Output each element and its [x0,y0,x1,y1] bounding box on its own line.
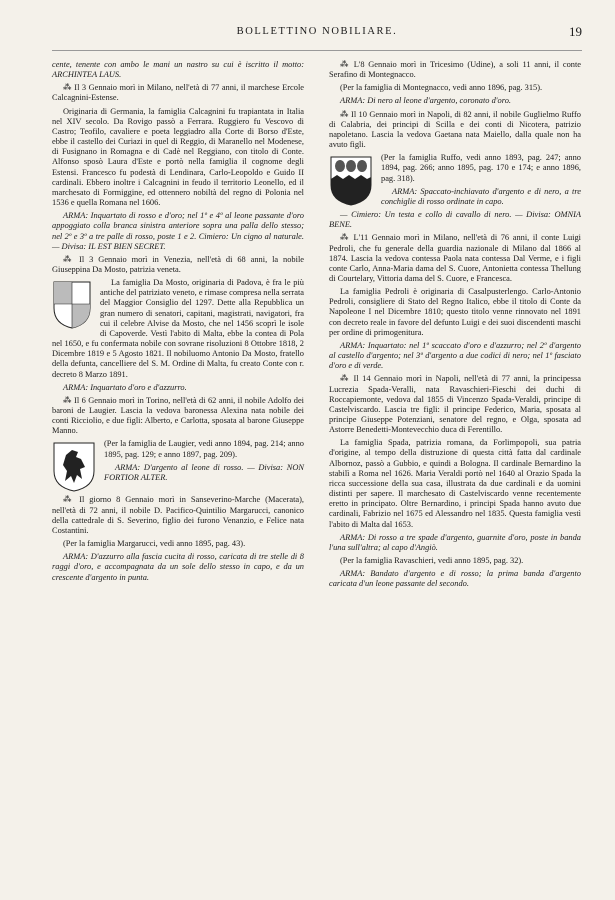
ruffo-crest-motto: — Cimiero: Un testa e collo di cavallo di nero. — Divisa: OMNIA BENE. [329,210,581,230]
ruffo-shells-shield-icon [329,155,373,207]
montegnacco-notice: ⁂ L'8 Gennaio morì in Tricesimo (Udine), a soli 11 anni, il conte Serafino di Montegnacco. [329,60,581,80]
intro-text: cente, tenente con ambo le mani un nastro su cui è iscritto il motto: ARCHINTEA LAUS. [52,60,304,80]
running-title: BOLLETTINO NOBILIARE. [236,26,398,37]
montegnacco-arms: ARMA: Di nero al leone d'argento, coronato d'oro. [340,96,511,106]
entry-calcagnini [52,83,304,252]
damosto-arms: ARMA: Inquartato d'oro e d'azzurro. [63,382,187,392]
entry-damosto [52,255,304,396]
laugier-notice: ⁂ Il 6 Gennaio morì in Torino, nell'età di 62 anni, il nobile Adolfo dei baroni de Laugier. Lascia la vedova baronessa Alexina nata nobile dei conti Ricciolio, e due figli: Alberto, e Carlotta, sposata al barone Giuseppe Manno. [52,395,304,436]
spada-arms: ARMA: Di rosso a tre spade d'argento, guarnite d'oro, poste in banda l'una sull'altra; al capo d'Angiò. [329,532,581,552]
ravaschieri-reference: (Per la famiglia Ravaschieri, vedi anno 1895, pag. 32). [340,556,524,566]
ruffo-notice: ⁂ Il 10 Gennaio morì in Napoli, di 82 anni, il nobile Guglielmo Ruffo di Calabria, dei principi di Scilla e dei conti di Nicotera, patrizio napoletano. Lascia la vedova Gaetana nata Maiello, dalla quale non ha avuto figli. [329,109,581,150]
calcagnini-notice: ⁂ Il 3 Gennaio morì in Milano, nell'età di 77 anni, il marchese Ercole Calcagnini-Estense. [52,83,304,103]
pedroli-history: La famiglia Pedroli è originaria di Casalpusterlengo. Carlo-Antonio Pedroli, consigliere di Stato del Regno Italico, ebbe il titolo di Conte da Napoleone I nel Dicembre 1810; questo titolo venne rinnovato nel 1891 con decreto reale in favore del defunto Luigi e dei suoi discendenti maschi per ordine di primogenitura. [329,287,581,337]
margarucci-arms: ARMA: D'azzurro alla fascia cucita di rosso, caricata di tre stelle di 8 raggi d'oro, e accompagnata da un sole dello stesso in capo, e da un crescente d'argento in punta. [52,552,304,582]
laugier-lion-shield-icon [52,441,96,493]
ruffo-reference: (Per la famiglia Ruffo, vedi anno 1893, pag. 247; anno 1894, pag. 266; anno 1895, pag. 170 e 174; e anno 1896, pag. 318). [381,153,581,183]
entry-ruffo [329,110,581,234]
calcagnini-history: Originaria di Germania, la famiglia Calcagnini fu trapiantata in Italia nel XIV secolo. Da Rovigo passò a Ferrara. Ruggiero fu Vescovo di Castro; Teofilo, cavaliere e poeta leggiadro alla Corte di Borso d'Este, ebbe il castello dei Curiazi in quel di Reggio, di Maranello nel Modenese, di Fusignano in Romagna e di Cadè nel Reggiano, con titolo di Conte. Alfonso sposò Laura d'Este e portò nella famiglia il cognome degli Estensi. Francesco fu podestà di Lendinara, Carlo-Leopoldo e Guido II cardinali. Ebbero inoltre i Calcagnini in feudo il territorio Leonello, ed il marchesato di Formiggine, ed ottennero nobiltà del regno di Polonia nel 1536 e quella Romana nel 1606. [52,106,304,208]
pedroli-arms: ARMA: Inquartato: nel 1º scaccato d'oro e d'azzurro; nel 2º d'argento al castello d'argento; nel 3º d'argento a due codici di nero; nel 1º fasciato d'oro e di verde. [329,340,581,371]
damosto-coat-of-arms-icon [52,280,92,330]
entry-montegnacco [329,60,581,107]
entry-pedroli [329,233,581,371]
pedroli-notice: ⁂ L'11 Gennaio morì in Milano, nell'età di 76 anni, il conte Luigi Pedroli, che fu generale della guardia nazionale di Milano dal 1866 al 1874. Lascia la vedova contessa Paola nata contessa Dal Verme, e i figli conte Carlo, Anna-Maria dama del S. Cuore, Antonietta contessa Thellung di Courtelary, Vittoria dama del S. Cuore, e Francesca. [329,233,581,283]
spada-history: La famiglia Spada, patrizia romana, da Forlimpopoli, sua patria d'origine, al tempo della distruzione di questa città fatta dal cardinale Albornoz, passò a Gubbio, e quindi a Bologna. Il cardinale Bernardino la stabilì a Roma nel 1626. Maria Veraldi portò nel 1640 al Orazio Spada la ricca successione della sua casa, illustrata da due cardinali e da uomini distinti per sapere. Il marchesato di Castelviscardo venne recentemente eretto in principato. Oltre Bernardino, i principi Spada hanno avuto due cardinali, Fabrizio nel 1675 ed Alessandro nel 1835. Questa famiglia vestì l'abito di Malta dal 1653. [329,438,581,529]
damosto-history: La famiglia Da Mosto, originaria di Padova, è fra le più antiche del patriziato veneto, e rimase compresa nella serrata del Maggior Consiglio del 1297. Dette alla Repubblica un gran numero di senatori, capitani, magistrati, navigatori, fra cui il celebre Alvise da Mosto, che nel 1456 scoprì le isole di Capoverde. Vestì l'abito di Malta, ebbe la contea di Pola nel 1650, e fu confermata nobile con sovrane risoluzioni 8 Ottobre 1818, 2 Dicembre 1819 e 5 Agosto 1821. Il nobiluomo Antonio Da Mosto, fratello della defunta, cancelliere del S. M. Ordine di Malta, fu creato Conte con r. decreto 8 Marzo 1891. [52,278,304,379]
margarucci-reference: (Per la famiglia Margarucci, vedi anno 1895, pag. 43). [63,539,246,549]
entry-spada [329,374,581,589]
entry-margarucci [52,495,304,582]
damosto-notice: ⁂ Il 3 Gennaio morì in Venezia, nell'età di 68 anni, la nobile Giuseppina Da Mosto, patrizia veneta. [52,254,304,274]
spada-notice: ⁂ Il 14 Gennaio morì in Napoli, nell'età di 77 anni, la principessa Lucrezia Spada-Veralli, nata Ravaschieri-Fieschi dei duchi di Roccapiemonte, vedova dal 1855 di Vincenzo Spada-Veraldi, principe di Castelviscardo. Lascia tre figli: il principe Federico, Maria, sposata al principe Giuseppe Potenziani, senatore del regno, e Olga, sposata ad Astorre Benedetti-Montevecchio duca di Ferentillo. [329,374,581,435]
margarucci-notice: ⁂ Il giorno 8 Gennaio morì in Sanseverino-Marche (Macerata), nell'età di 72 anni, il nobile D. Pacifico-Quintilio Margarucci, canonico della cattedrale di S. Severino, figlio dei furono Venanzio, e Felice nata Costantini. [52,495,304,535]
entry-laugier [52,396,304,496]
ruffo-arms: ARMA: Spaccato-inchiavato d'argento e di nero, a tre conchiglie di rosso ordinate in capo. [381,186,581,206]
laugier-reference: (Per la famiglia de Laugier, vedi anno 1894, pag. 214; anno 1895, pag. 129; e anno 1897, pag. 209). [104,439,304,459]
ravaschieri-arms: ARMA: Bandato d'argento e di rosso; la prima banda d'argento caricata d'un leone passante del secondo. [329,569,581,589]
right-column [329,60,581,593]
montegnacco-reference: (Per la famiglia di Montegnacco, vedi anno 1896, pag. 315). [340,83,543,93]
left-column [52,60,304,586]
header-rule [52,50,582,51]
laugier-arms: ARMA: D'argento al leone di rosso. — Divisa: NON FORTIOR ALTER. [104,462,304,482]
page-header [52,26,582,42]
calcagnini-arms: ARMA: Inquartato di rosso e d'oro; nel 1º e 4º al leone passante d'oro appoggiato colla branca sinistra anteriore sopra una palla dello stesso; nel 2º e 3º a tre palle di rosso, poste 1 e 2. Cimiero: Un cigno al naturale. — Divisa: IL EST BIEN SECRET. [52,211,304,251]
page-number: 19 [569,24,582,39]
